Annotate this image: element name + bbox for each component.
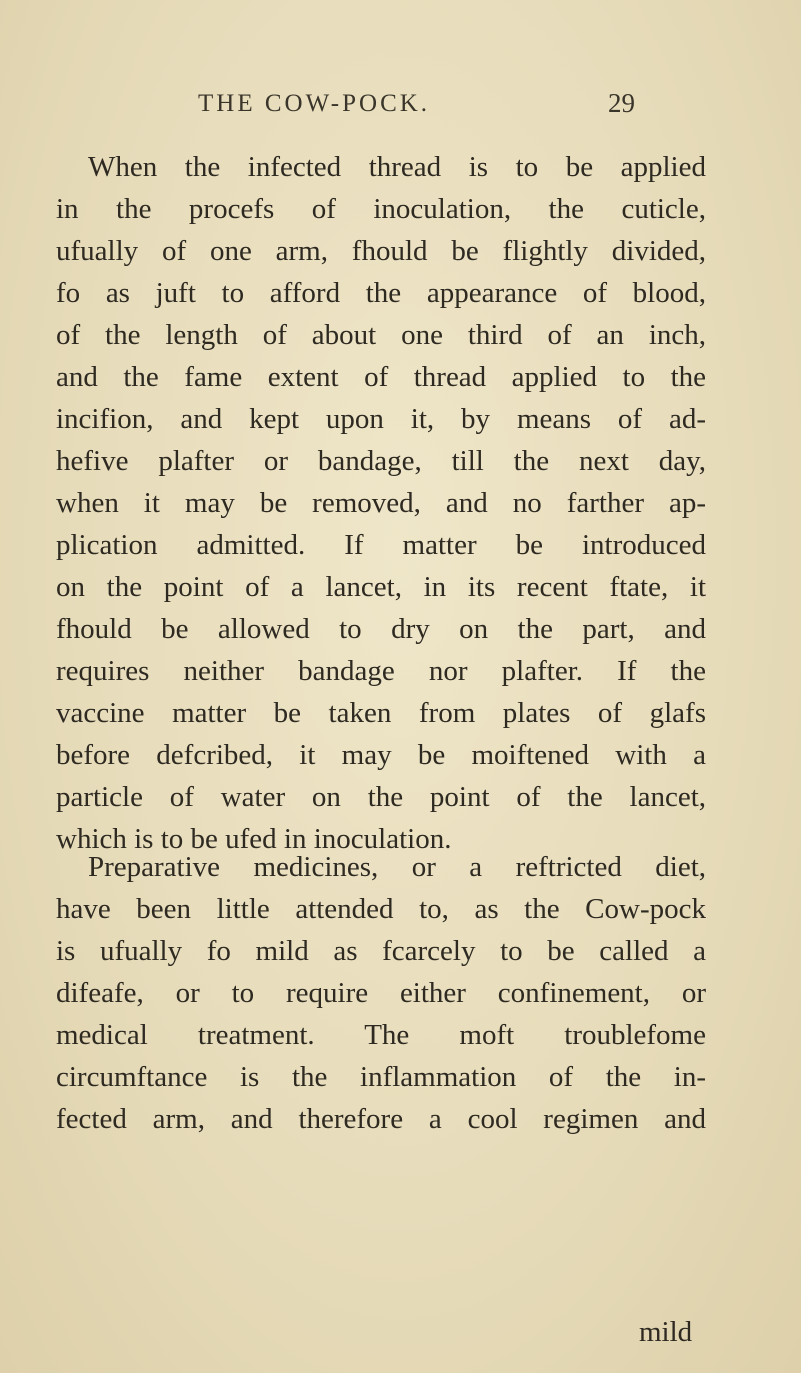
text-line: fhould be allowed to dry on the part, and	[56, 613, 706, 645]
text-line: medical treatment. The moft troublefome	[56, 1019, 706, 1051]
paragraph-1	[56, 146, 706, 860]
text-line: hefive plafter or bandage, till the next day,	[56, 445, 706, 477]
text-line: difeafe, or to require either confinement, or	[56, 977, 706, 1009]
text-line: is ufually fo mild as fcarcely to be called a	[56, 935, 706, 967]
text-line: plication admitted. If matter be introduced	[56, 529, 706, 561]
text-line: requires neither bandage nor plafter. If the	[56, 655, 706, 687]
text-line: When the infected thread is to be applied	[88, 151, 706, 183]
text-line: have been little attended to, as the Cow-pock	[56, 893, 706, 925]
text-line: ufually of one arm, fhould be flightly divided,	[56, 235, 706, 267]
catchword: mild	[639, 1316, 693, 1348]
text-line: fected arm, and therefore a cool regimen and	[56, 1103, 706, 1135]
text-line: in the procefs of inoculation, the cuticle,	[56, 193, 706, 225]
text-line: circumftance is the inflammation of the in-	[56, 1061, 706, 1093]
text-line: before defcribed, it may be moiftened with a	[56, 739, 706, 771]
text-line: vaccine matter be taken from plates of glafs	[56, 697, 706, 729]
text-line: incifion, and kept upon it, by means of ad-	[56, 403, 706, 435]
text-line: and the fame extent of thread applied to the	[56, 361, 706, 393]
text-line: Preparative medicines, or a reftricted diet,	[88, 851, 706, 883]
text-line: particle of water on the point of the lancet,	[56, 781, 706, 813]
text-line: when it may be removed, and no farther ap-	[56, 487, 706, 519]
page-number: 29	[608, 88, 635, 118]
text-line: of the length of about one third of an inch,	[56, 319, 706, 351]
text-line: which is to be ufed in inoculation.	[56, 823, 452, 855]
running-title: THE COW-POCK.	[198, 90, 431, 117]
text-line: on the point of a lancet, in its recent ftate, it	[56, 571, 706, 603]
paragraph-2	[56, 846, 706, 1140]
text-line: fo as juft to afford the appearance of blood,	[56, 277, 706, 309]
